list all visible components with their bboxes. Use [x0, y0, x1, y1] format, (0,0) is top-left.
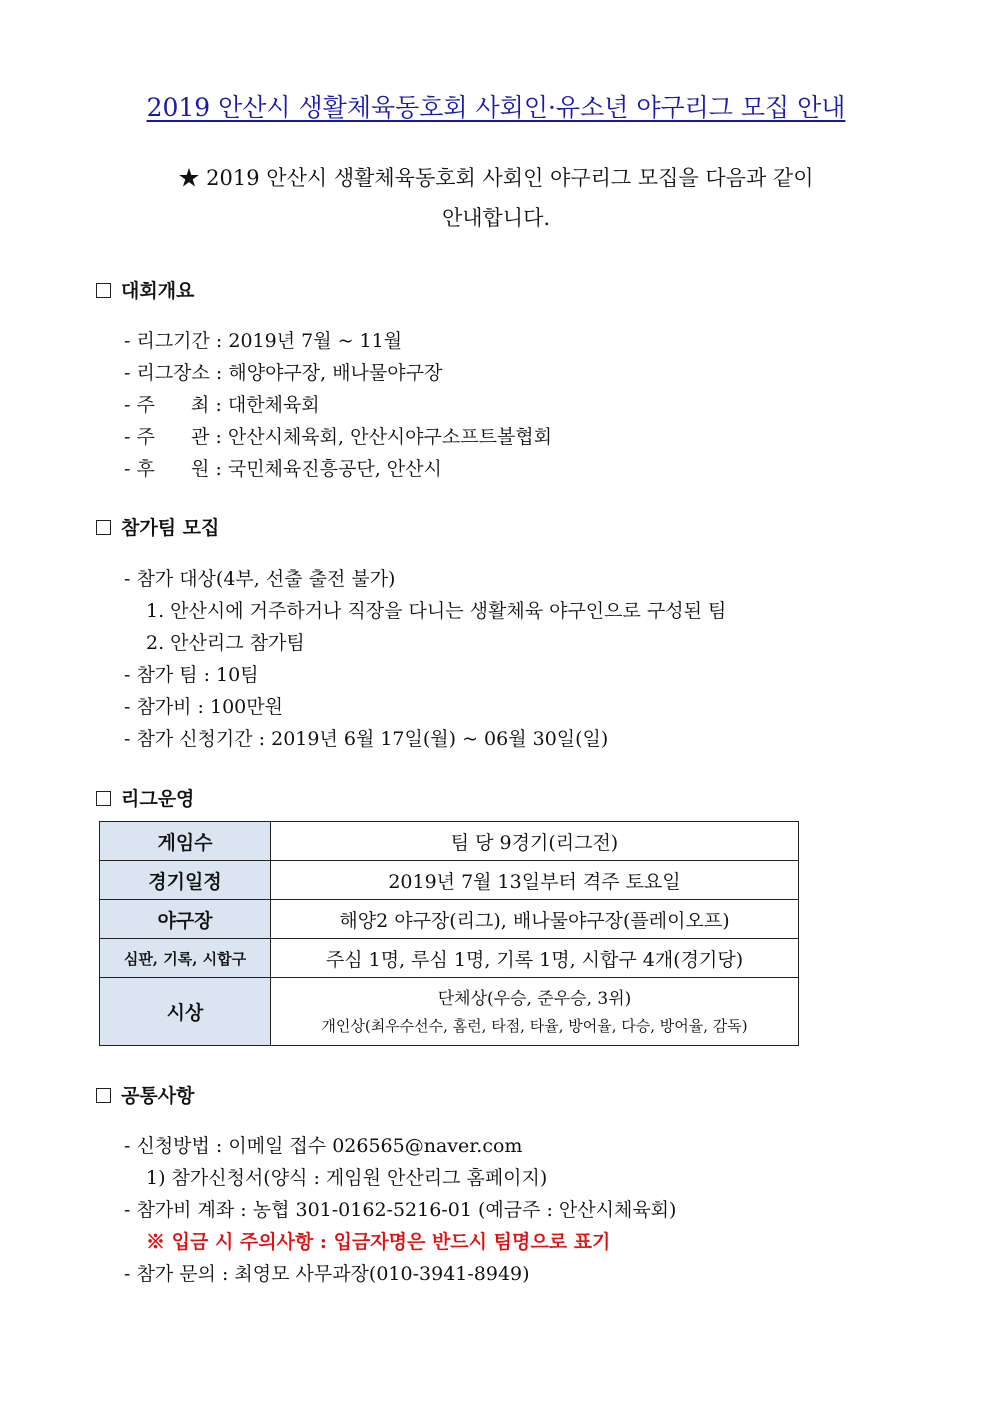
common-method: - 신청방법 : 이메일 접수 026565@naver.com	[124, 1135, 523, 1157]
league-table	[99, 821, 799, 1046]
overview-sponsor: - 후 원 : 국민체육진흥공단, 안산시	[124, 458, 442, 480]
overview-host: - 주 최 : 대한체육회	[124, 394, 320, 416]
section-overview-heading: 대회개요	[96, 276, 194, 303]
common-account: - 참가비 계좌 : 농협 301-0162-5216-01 (예금주 : 안산시체육회)	[124, 1199, 677, 1221]
row-value	[271, 978, 799, 1046]
section-recruit-heading: 참가팀 모집	[96, 513, 219, 540]
award-individual: 개인상(최우수선수, 홈런, 타점, 타율, 방어율, 다승, 방어율, 감독)	[321, 1016, 748, 1035]
common-contact: - 참가 문의 : 최영모 사무과장(010-3941-8949)	[124, 1263, 530, 1285]
row-label: 시상	[100, 978, 271, 1046]
overview-period: - 리그기간 : 2019년 7월 ~ 11월	[124, 330, 403, 352]
row-label: 경기일정	[100, 861, 271, 900]
checkbox-icon	[96, 791, 111, 806]
recruit-period: - 참가 신청기간 : 2019년 6월 17일(월) ~ 06월 30일(일)	[124, 728, 609, 750]
overview-venue: - 리그장소 : 해양야구장, 배나물야구장	[124, 362, 443, 384]
table-row	[100, 900, 799, 939]
common-form: 1) 참가신청서(양식 : 게임원 안산리그 홈페이지)	[146, 1167, 548, 1189]
table-row	[100, 861, 799, 900]
section-league-heading: 리그운영	[96, 784, 194, 811]
table-row	[100, 939, 799, 978]
recruit-teams: - 참가 팀 : 10팀	[124, 664, 259, 686]
table-row	[100, 822, 799, 861]
overview-organizer: - 주 관 : 안산시체육회, 안산시야구소프트볼협회	[124, 426, 552, 448]
recruit-target-sub1: 1. 안산시에 거주하거나 직장을 다니는 생활체육 야구인으로 구성된 팀	[146, 600, 727, 622]
checkbox-icon	[96, 1088, 111, 1103]
intro-line-1: ★ 2019 안산시 생활체육동호회 사회인 야구리그 모집을 다음과 같이	[178, 166, 814, 190]
checkbox-icon	[96, 520, 111, 535]
recruit-target-sub2: 2. 안산리그 참가팀	[146, 632, 305, 654]
checkbox-icon	[96, 283, 111, 298]
award-team: 단체상(우승, 준우승, 3위)	[437, 988, 632, 1009]
row-label: 야구장	[100, 900, 271, 939]
row-value: 주심 1명, 루심 1명, 기록 1명, 시합구 4개(경기당)	[271, 939, 799, 978]
table-row	[100, 978, 799, 1046]
page-title: 2019 안산시 생활체육동호회 사회인·유소년 야구리그 모집 안내	[146, 93, 846, 122]
intro-line-2: 안내합니다.	[441, 206, 551, 230]
section-common-heading: 공통사항	[96, 1081, 194, 1108]
common-notice: ※ 입금 시 주의사항 : 입금자명은 반드시 팀명으로 표기	[146, 1231, 611, 1253]
row-label: 게임수	[100, 822, 271, 861]
row-label: 심판, 기록, 시합구	[100, 939, 271, 978]
row-value: 해양2 야구장(리그), 배나물야구장(플레이오프)	[271, 900, 799, 939]
intro-text	[110, 158, 882, 238]
recruit-fee: - 참가비 : 100만원	[124, 696, 283, 718]
row-value: 2019년 7월 13일부터 격주 토요일	[271, 861, 799, 900]
row-value: 팀 당 9경기(리그전)	[271, 822, 799, 861]
recruit-target: - 참가 대상(4부, 선출 출전 불가)	[124, 568, 396, 590]
